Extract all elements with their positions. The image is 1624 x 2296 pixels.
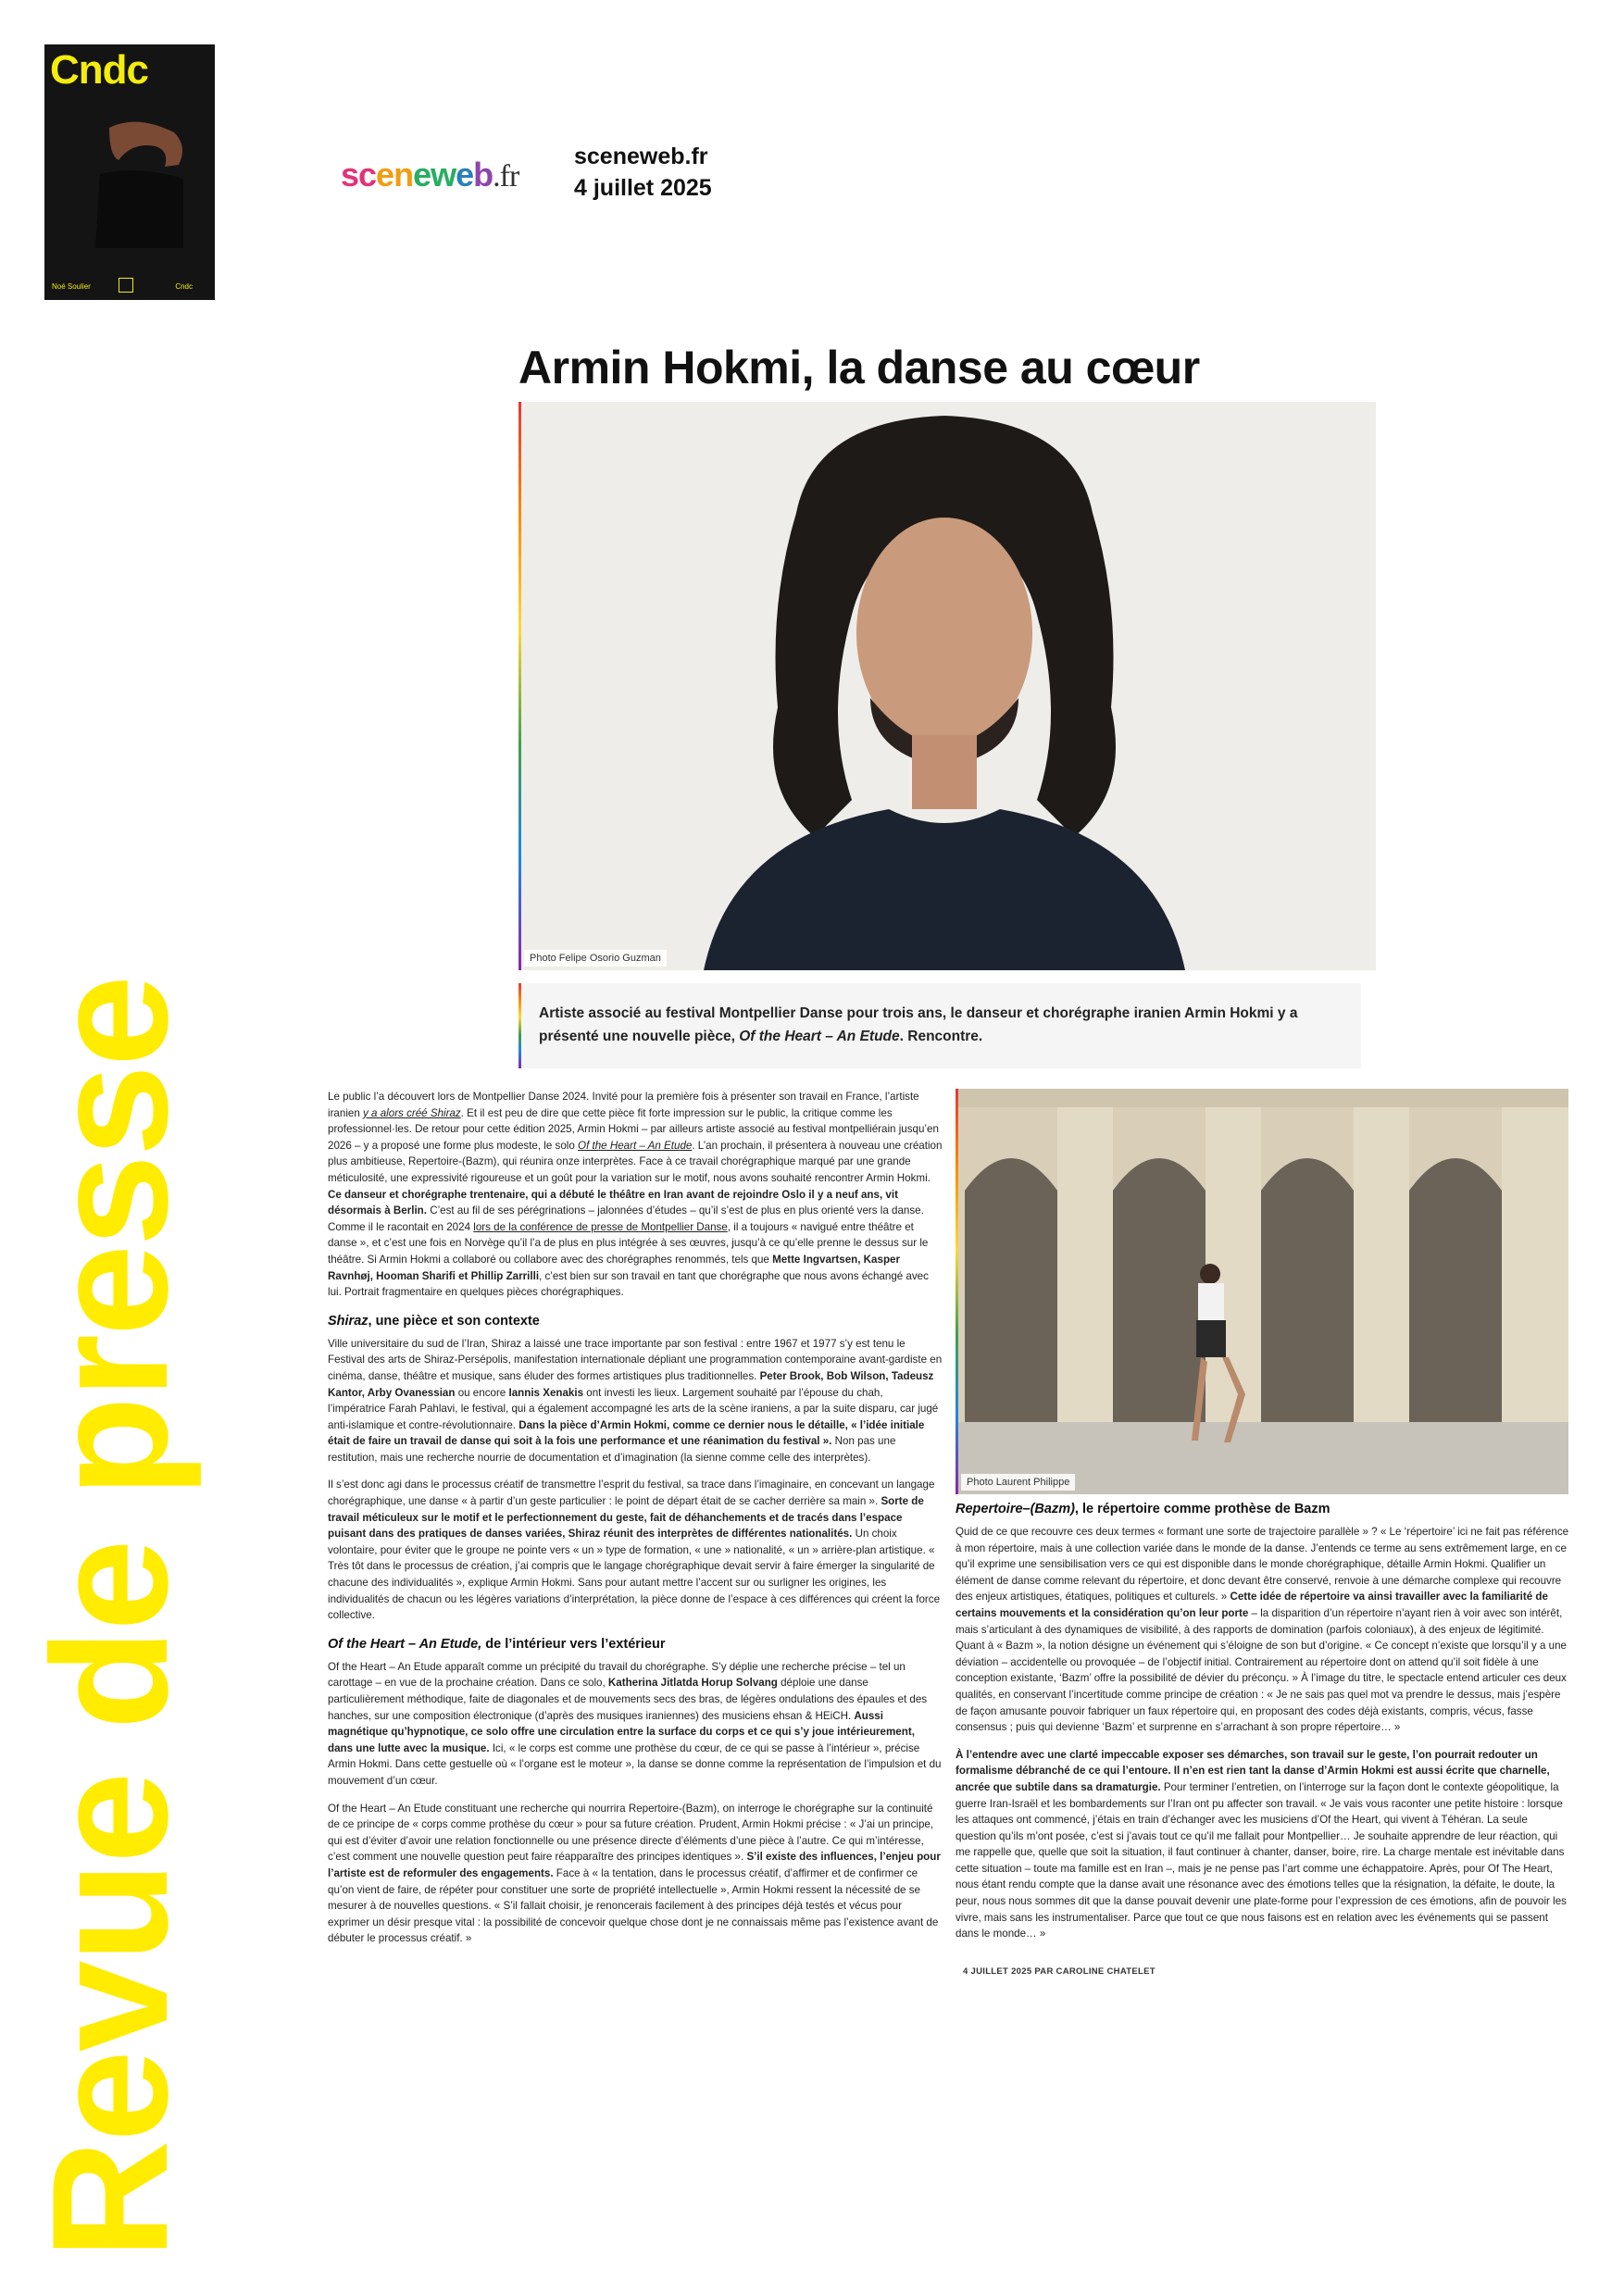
dance-photo — [956, 1089, 1568, 1494]
photo-credit: Photo Felipe Osorio Guzman — [524, 950, 667, 967]
paragraph: Ville universitaire du sud de l’Iran, Shiraz a laissé une trace importante par son festival : entre 1967 et 1977 s’y est tenu le Festival des arts de Shiraz-Persépolis, manifestation internationale dépliant une programmation contemporaine avant-gardiste en cinéma, danse, théâtre et musique, sans éluder des formes artistiques plus traditionnelles. Peter Brook, Bob Wilson, Tadeusz Kantor, Arby Ovanessian ou encore Iannis Xenakis ont investi les lieux. Largement souhaité par l’épouse du chah, l’impératrice Farah Pahlavi, le festival, qui a également accompagné les arts de la scène iraniens, a par la suite disparu, car jugé anti-islamique et contre-révolutionnaire. Dans la pièce d’Armin Hokmi, comme ce dernier nous le détaille, « l’idée initiale était de faire un travail de danse qui soit à la fois une performance et une réanimation du festival ». Non pas une restitution, mais une recherche nourrie de documentation et d’imagination (la sienne comme celle des interprètes). — [328, 1337, 943, 1464]
source-info — [574, 141, 712, 204]
source-date: 4 juillet 2025 — [574, 175, 712, 201]
paragraph: Quid de ce que recouvre ces deux termes « formant une sorte de trajectoire parallèle » ? « Le ‘répertoire’ ici ne fait pas référence à mon répertoire, mais à une collection variée dans le monde de la danse. J’entends ce terme au sens extrêmement large, en ce qu’il exprime une sensibilisation vers ce qui est disponible dans le monde chorégraphique, détaille Armin Hokmi. Qualifier un élément de danse comme relevant du répertoire, et donc devant être conservé, renvoie à une démarche complexe qui recouvre des enjeux artistiques, étatiques, politiques et culturels. » Cette idée de répertoire va ainsi travailler avec la familiarité de certains mouvements et la considération qu’on leur porte – la disparition d’un répertoire n’ayant rien à voir avec son intérêt, mais s’articulant à des dynamiques de visibilité, à des rapports de domination (parfois coloniaux), à des enjeux de légitimité. Quant à « Bazm », la notion désigne un événement qui s’éloigne de son but d’origine. « Ce concept n’existe que lorsqu’il y a une déviation – accidentelle ou provoquée – de l’objectif initial. Contrairement au répertoire dont on attend qu’il soit fidèle à une conception existante, ‘Bazm’ offre la possibilité de dévier du préconçu. » À l’image du titre, le spectacle entend articuler ces deux qualités, en conservant l’incertitude comme principe de création : « Je ne sais pas quel mot va prendre le dessus, mais j’espère de façon amusante pouvoir fabriquer un faux répertoire qui, en proposant des codes déjà existants, compris, vécus, fasse consensus ; puis qui devienne ‘Bazm’ et surprenne en s’arrachant à son propre répertoire… » — [956, 1526, 1569, 1734]
photo-credit: Photo Laurent Philippe — [961, 1474, 1075, 1491]
paragraph: Of the Heart – An Etude constituant une recherche qui nourrira Repertoire-(Bazm), on interroge le chorégraphe sur la continuité de ce principe de « corps comme prothèse du cœur » pour sa future création. Prudent, Armin Hokmi précise : « J’ai un principe, qui est d’éviter d’avoir une relation fonctionnelle ou une présence directe d’éléments d’une pièce à l’autre. Ce qui m’intéresse, c’est comment une nouvelle question peut faire réapparaître des principes identiques ». S’il existe des influences, l’enjeu pour l’artiste est de reformuler des engagements. Face à « la tentation, dans le processus créatif, d’affirmer et de confirmer ce qu’on vient de faire, de répéter pour constituer une sorte de propriété intellectuelle », Armin Hokmi ressent la nécessité de se mesurer à de nouvelles questions. « S’il fallait choisir, je renoncerais facilement à des principes déjà testés et vécus pour exprimer un désir presque vital : la possibilité de concevoir quelque chose dont je ne connaissais même pas l’existence avant de débuter le processus créatif. » — [328, 1802, 941, 1945]
paragraph: À l’entendre avec une clarté impeccable exposer ses démarches, son travail sur le geste, l’on pourrait redouter un formalisme débranché de ce qui l’entoure. Il n’en est rien tant la danse d’Armin Hokmi est aussi écrite que charnelle, ancrée que subtile dans sa dramaturgie. Pour terminer l’entretien, on l’interroge sur la façon dont le contexte géopolitique, la guerre Iran-Israël et les bombardements sur l’Iran ont pu affecter son travail. « Je vais vous raconter une petite histoire : lorsque les attaques ont commencé, j’étais en train d’échanger avec les musiciens d’Of the Heart, qui vivent à Téhéran. La seule question qu’ils m’ont posée, c’est si j’avais tout ce qu’il me fallait pour Montpellier… Je souhaite apprendre de leur réaction, qui me rappelle que, quelle que soit la situation, il faut continuer à chanter, danser, boire, rire. La charge mentale est inévitable dans cette situation – toute ma famille est en Iran –, mais je ne pense pas l’art comme une échappatoire. Après, pour Of The Heart, nous étant rendu compte que la danse avait une résonance avec des émotions telles que la résignation, la défaite, le doute, la peur, nous nous sommes dit que la danse pouvait devenir une plate-forme pour l’expression de ces émotions, afin de pouvoir les vivre, mais sans les instrumentaliser. Parce que tout ce que nous faisons est en relation avec les événements qui se passent dans le monde… » — [956, 1748, 1567, 1940]
dance-illustration — [956, 1089, 1568, 1494]
paragraph: Le public l’a découvert lors de Montpellier Danse 2024. Invité pour la première fois à présenter son travail en France, l’artiste iranien y a alors créé Shiraz. Et il est peu de dire que cette pièce fit forte impression sur le public, la critique comme les professionnel·les. De retour pour cette édition 2025, Armin Hokmi – par ailleurs artiste associé au festival montpelliérain jusqu’en 2026 – y a proposé une forme plus modeste, le solo Of the Heart – An Etude. L’an prochain, il présentera à nouveau une création plus ambitieuse, Repertoire-(Bazm), qui réunira onze interprètes. Face à ce travail chorégraphique marqué par une grande méticulosité, une expressivité rigoureuse et un goût pour la variation sur le motif, nous avons souhaité rencontrer Armin Hokmi. Ce danseur et chorégraphe trentenaire, qui a débuté le théâtre en Iran avant de rejoindre Oslo il y a neuf ans, vit désormais à Berlin. C’est au fil de ses pérégrinations – jalonnées d’études – qu’il s’est de plus en plus orienté vers la danse. Comme il le racontait en 2024 lors de la conférence de presse de Montpellier Danse, il a toujours « navigué entre théâtre et danse », et c’est une fois en Norvège qu’il l’a de plus en plus intégrée à ses œuvres, jusqu’à ce qu’elle prenne le dessus sur le théâtre. Si Armin Hokmi a collaboré ou collabore avec des chorégraphes renommés, tels que Mette Ingvartsen, Kasper Ravnhøj, Hooman Sharifi et Phillip Zarrilli, c’est bien sur son travail en tant que chorégraphe que nous avons échangé avec lui. Portrait fragmentaire en quelques pièces chorégraphiques. — [328, 1091, 943, 1299]
cover-title: Cndc — [50, 47, 148, 93]
portrait-illustration — [518, 402, 1376, 970]
article-headline: Armin Hokmi, la danse au cœur — [518, 342, 1200, 393]
article-byline: 4 JUILLET 2025 PAR CAROLINE CHATELET — [963, 1966, 1156, 1977]
article-link[interactable]: Of the Heart – An Etude — [578, 1139, 693, 1152]
portrait-photo — [518, 402, 1376, 970]
cover-figure-illustration — [81, 109, 193, 248]
article-link[interactable]: lors de la conférence de presse de Montpellier Danse — [473, 1220, 728, 1233]
source-site: sceneweb.fr — [574, 144, 708, 169]
press-review-banner: Revue de presse — [18, 977, 202, 2259]
section-heading: Of the Heart – An Etude, de l’intérieur vers l’extérieur — [328, 1636, 666, 1652]
rainbow-accent-bar — [518, 983, 521, 1068]
lead-text: Artiste associé au festival Montpellier Danse pour trois ans, le danseur et chorégraphe iranien Armin Hokmi y a présenté une nouvelle pièce, Of the Heart – An Etude. Rencontre. — [539, 1005, 1298, 1044]
cover-mark-icon — [119, 278, 133, 293]
cover-label: Cndc — [175, 282, 193, 291]
section-heading: Shiraz, une pièce et son contexte — [328, 1313, 540, 1329]
sceneweb-logo: sceneweb.fr — [341, 156, 519, 193]
paragraph: Il s’est donc agi dans le processus créatif de transmettre l’esprit du festival, sa trace dans l’imaginaire, en concevant un langage chorégraphique, une danse « à partir d’un geste particulier : le point de départ était de se cacher derrière sa main ». Sorte de travail méticuleux sur le motif et le perfectionnement du geste, fait de déhanchements et de tracés dans l’espace puisant dans des pratiques de danses variées, Shiraz réunit des interprètes de différentes nationalités. Un choix volontaire, pour éviter que le groupe ne pointe vers « un » type de formation, « une » nationalité, « un » arrière-plan artistique. « Très tôt dans le processus de création, j’ai compris que le langage chorégraphique devait servir à faire émerger la singularité de chacune des individualités », explique Armin Hokmi. Sans pour autant mettre l’accent sur ou surligner les origines, les individualités de chacun ou les légères variations d’interprétation, la pièce donne de l’espace à ces différences qui créent la force collective. — [328, 1479, 941, 1622]
article-column-right — [956, 1498, 1570, 1953]
lead-box — [518, 983, 1361, 1068]
rainbow-accent-bar — [518, 402, 521, 970]
cover-author: Noé Soulier — [52, 282, 91, 291]
cover-thumbnail — [44, 44, 215, 300]
article-column-left — [328, 1089, 943, 1958]
paragraph: Of the Heart – An Etude apparaît comme un précipité du travail du chorégraphe. S’y déplie une recherche précise – tel un carottage – en vue de la prochaine création. Dans ce solo, Katherina Jitlatda Horup Solvang déploie une danse particulièrement méthodique, faite de diagonales et de mouvements secs des bras, de légères ondulations des épaules et des hanches, sur une composition électronique (d’après des musiques iraniennes) des musiciens ehsan & HEiCH. Aussi magnétique qu’hypnotique, ce solo offre une circulation entre la surface du corps et ce qui s’y joue intérieurement, dans une lutte avec la musique. Ici, « le corps est comme une prothèse du cœur, de ce qui se passe à l’intérieur », précise Armin Hokmi. Dans cette gestuelle où « l’organe est le moteur », la danse se donne comme la représentation de l’impulsion et du mouvement d’un cœur. — [328, 1660, 942, 1787]
section-heading: Repertoire–(Bazm), le répertoire comme prothèse de Bazm — [956, 1502, 1330, 1516]
article-link[interactable]: y a alors créé Shiraz — [363, 1106, 461, 1119]
rainbow-accent-bar — [956, 1089, 958, 1494]
